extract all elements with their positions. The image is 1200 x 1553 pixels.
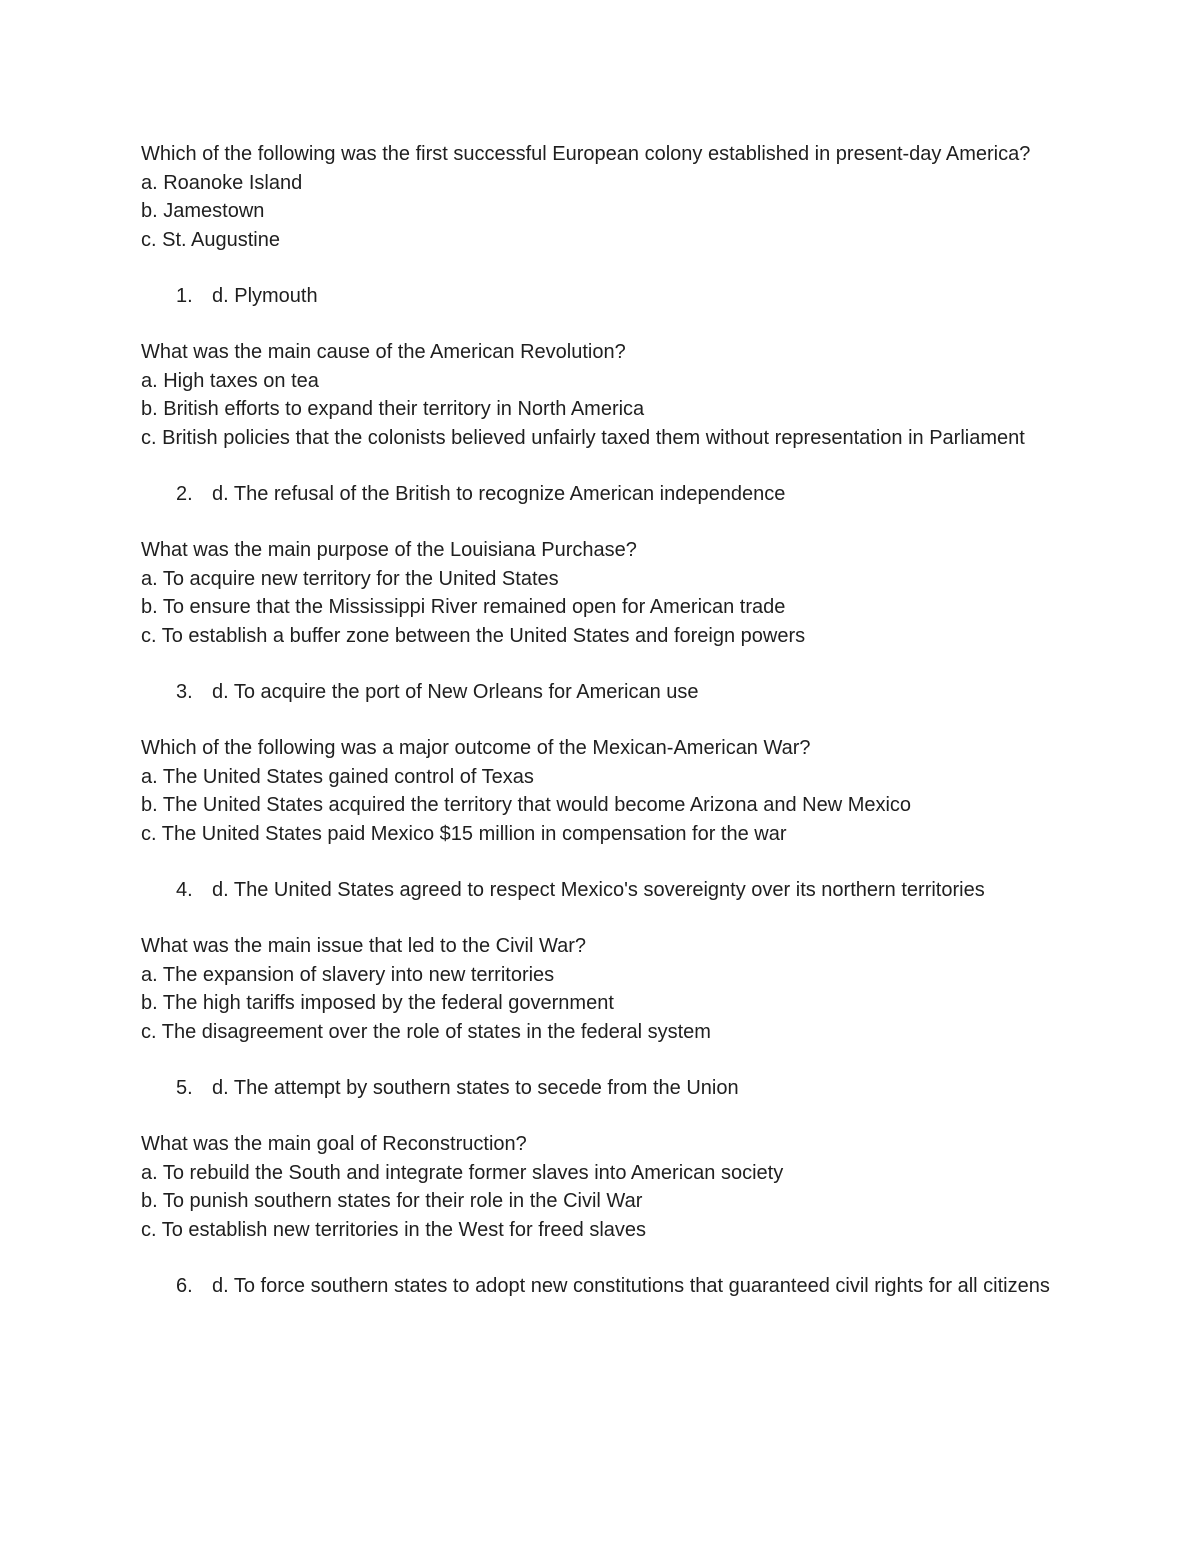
numbered-answer [141, 481, 1061, 507]
list-number: 1. [176, 285, 193, 307]
numbered-answer-text: d. The attempt by southern states to secede from the Union [212, 1077, 739, 1099]
numbered-answer-text: d. The refusal of the British to recognize American independence [212, 483, 786, 505]
answer-option: c. The disagreement over the role of states in the federal system [141, 1020, 711, 1043]
numbered-answer [141, 679, 1061, 705]
numbered-answer-text: d. The United States agreed to respect Mexico's sovereignty over its northern territories [212, 879, 985, 901]
question-text: Which of the following was a major outcome of the Mexican-American War? [141, 737, 811, 759]
question-block-6 [141, 1130, 1061, 1299]
question-block-5 [141, 932, 1061, 1101]
answer-option: b. British efforts to expand their territory in North America [141, 398, 645, 420]
numbered-answer [141, 877, 1061, 903]
answer-option: c. The United States paid Mexico $15 million in compensation for the war [141, 822, 787, 845]
numbered-answer-text: d. To force southern states to adopt new constitutions that guaranteed civil rights for all citizens [212, 1275, 1050, 1297]
list-number: 3. [176, 681, 193, 703]
document-page [141, 140, 1061, 1328]
list-number: 4. [176, 879, 193, 901]
answer-option: a. Roanoke Island [141, 171, 303, 194]
numbered-answer-text: d. To acquire the port of New Orleans for American use [212, 681, 699, 703]
question-text: What was the main issue that led to the Civil War? [141, 935, 586, 957]
question-block-2 [141, 338, 1061, 507]
question-block-1 [141, 140, 1061, 309]
answer-option: c. British policies that the colonists believed unfairly taxed them without representation in Parliament [141, 426, 1025, 449]
question-text: Which of the following was the first successful European colony established in present-day America? [141, 143, 1031, 165]
answer-option: a. To acquire new territory for the United States [141, 567, 559, 590]
answer-option: a. The United States gained control of Texas [141, 765, 534, 788]
answer-option: b. To punish southern states for their role in the Civil War [141, 1190, 643, 1212]
answer-option: b. Jamestown [141, 200, 265, 222]
question-block-4 [141, 734, 1061, 903]
question-text: What was the main goal of Reconstruction? [141, 1133, 527, 1155]
question-text: What was the main purpose of the Louisiana Purchase? [141, 539, 637, 561]
answer-option: a. To rebuild the South and integrate former slaves into American society [141, 1161, 784, 1184]
answer-option: a. The expansion of slavery into new territories [141, 963, 555, 986]
answer-option: b. The United States acquired the territory that would become Arizona and New Mexico [141, 794, 912, 816]
answer-option: c. St. Augustine [141, 228, 280, 251]
numbered-answer-text: d. Plymouth [212, 285, 318, 307]
answer-option: b. The high tariffs imposed by the federal government [141, 992, 614, 1014]
answer-option: a. High taxes on tea [141, 369, 319, 392]
list-number: 2. [176, 483, 193, 505]
answer-option: b. To ensure that the Mississippi River remained open for American trade [141, 596, 786, 618]
numbered-answer [141, 283, 1061, 309]
list-number: 6. [176, 1275, 193, 1297]
answer-option: c. To establish new territories in the West for freed slaves [141, 1218, 647, 1241]
numbered-answer [141, 1273, 1061, 1299]
question-text: What was the main cause of the American Revolution? [141, 341, 626, 363]
question-block-3 [141, 536, 1061, 705]
list-number: 5. [176, 1077, 193, 1099]
answer-option: c. To establish a buffer zone between the United States and foreign powers [141, 624, 806, 647]
numbered-answer [141, 1075, 1061, 1101]
